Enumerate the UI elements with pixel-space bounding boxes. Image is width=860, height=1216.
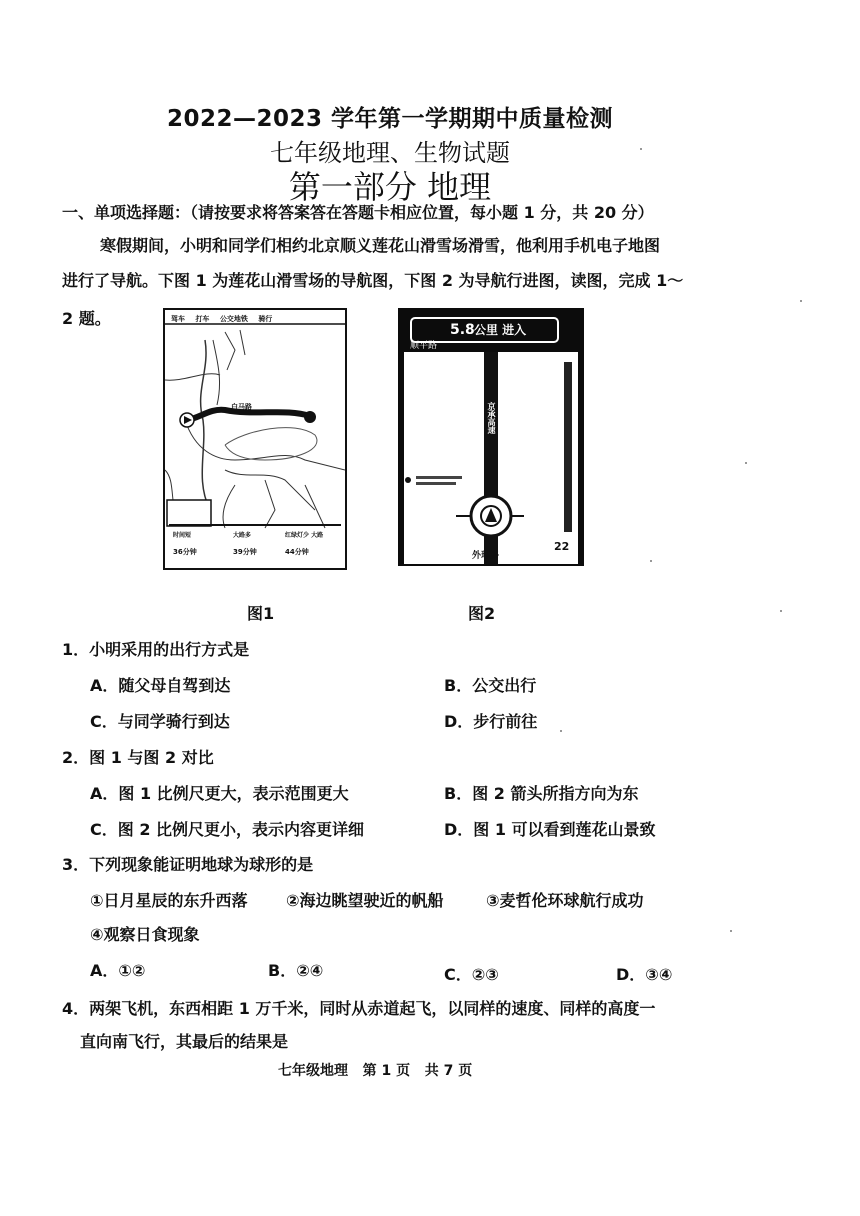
question-4: 4．两架飞机，东西相距 1 万千米，同时从赤道起飞，以同样的速度、同样的高度一 <box>62 999 656 1018</box>
tab-taxi: 打车 <box>195 315 210 323</box>
map-tabs <box>171 314 280 324</box>
route-option-2: 大路多 39分钟 <box>233 532 257 556</box>
scan-speck <box>800 300 802 302</box>
scan-speck <box>640 148 642 150</box>
q3-option-d: D．③④ <box>616 965 673 984</box>
q1-option-b: B．公交出行 <box>444 676 537 695</box>
map-screen <box>404 352 578 564</box>
scan-speck <box>730 930 732 932</box>
q1-option-c: C．与同学骑行到达 <box>90 712 230 731</box>
tab-drive: 驾车 <box>171 315 185 323</box>
route-option-1: 时间短 36分钟 <box>173 532 197 556</box>
question-4-continued: 直向南飞行，其最后的结果是 <box>80 1032 289 1051</box>
scan-speck <box>780 610 782 612</box>
q3-statement-1: ①日月星辰的东升西落 <box>90 891 248 910</box>
map-place-label: 白马路 <box>231 403 252 411</box>
question-2: 2．图 1 与图 2 对比 <box>62 748 214 767</box>
scan-speck <box>560 730 562 732</box>
page-footer: 七年级地理 第 1 页 共 7 页 <box>278 1063 473 1079</box>
q2-option-c: C．图 2 比例尺更小，表示内容更详细 <box>90 820 365 839</box>
intro-line-3: 2 题。 <box>62 309 111 328</box>
figure-1-caption: 图1 <box>247 604 275 623</box>
question-3: 3．下列现象能证明地球为球形的是 <box>62 855 314 874</box>
question-1: 1．小明采用的出行方式是 <box>62 640 250 659</box>
q3-statement-3: ③麦哲伦环球航行成功 <box>486 891 644 910</box>
q2-option-d: D．图 1 可以看到莲花山景致 <box>444 820 656 839</box>
scan-speck <box>650 560 652 562</box>
figure-2-navigation-screen <box>398 308 584 566</box>
distance-unit: 公里 进入 <box>474 323 527 337</box>
next-road-name: 顺平路 <box>410 341 438 351</box>
route-option-3: 红绿灯少 大路 44分钟 <box>285 532 324 556</box>
q3-option-c: C．②③ <box>444 965 499 984</box>
q3-option-b: B．②④ <box>268 961 324 980</box>
vertical-road-name: 京承高速 <box>487 402 496 434</box>
q2-option-b: B．图 2 箭头所指方向为东 <box>444 784 639 803</box>
exam-title: 2022—2023 学年第一学期期中质量检测 <box>166 106 614 132</box>
part-title: 第一部分 地理 <box>288 168 492 206</box>
q1-option-d: D．步行前往 <box>444 712 538 731</box>
route-options <box>169 524 341 564</box>
q3-statement-4: ④观察日食现象 <box>90 925 200 944</box>
exam-subtitle: 七年级地理、生物试题 <box>270 139 510 167</box>
distance-value: 5.8 <box>450 322 475 338</box>
intro-line-1: 寒假期间，小明和同学们相约北京顺义莲花山滑雪场滑雪，他利用手机电子地图 <box>100 236 661 255</box>
q3-option-a: A．①② <box>90 961 146 980</box>
q1-option-a: A．随父母自驾到达 <box>90 676 231 695</box>
bottom-road-name: 外环路 <box>472 551 500 561</box>
tab-ride: 骑行 <box>258 315 273 323</box>
intro-line-2: 进行了导航。下图 1 为莲花山滑雪场的导航图，下图 2 为导航行进图，读图，完成 1～ <box>62 271 684 290</box>
section-heading: 一、单项选择题：（请按要求将答案答在答题卡相应位置，每小题 1 分，共 20 分） <box>62 203 654 222</box>
q2-option-a: A．图 1 比例尺更大，表示范围更大 <box>90 784 349 803</box>
q3-statement-2: ②海边眺望驶近的帆船 <box>286 891 444 910</box>
speed-readout: 22 <box>554 540 570 553</box>
figure-1-navigation-map <box>163 308 347 570</box>
tab-transit: 公交地铁 <box>219 315 248 323</box>
scan-speck <box>745 462 747 464</box>
figure-2-caption: 图2 <box>468 604 496 623</box>
